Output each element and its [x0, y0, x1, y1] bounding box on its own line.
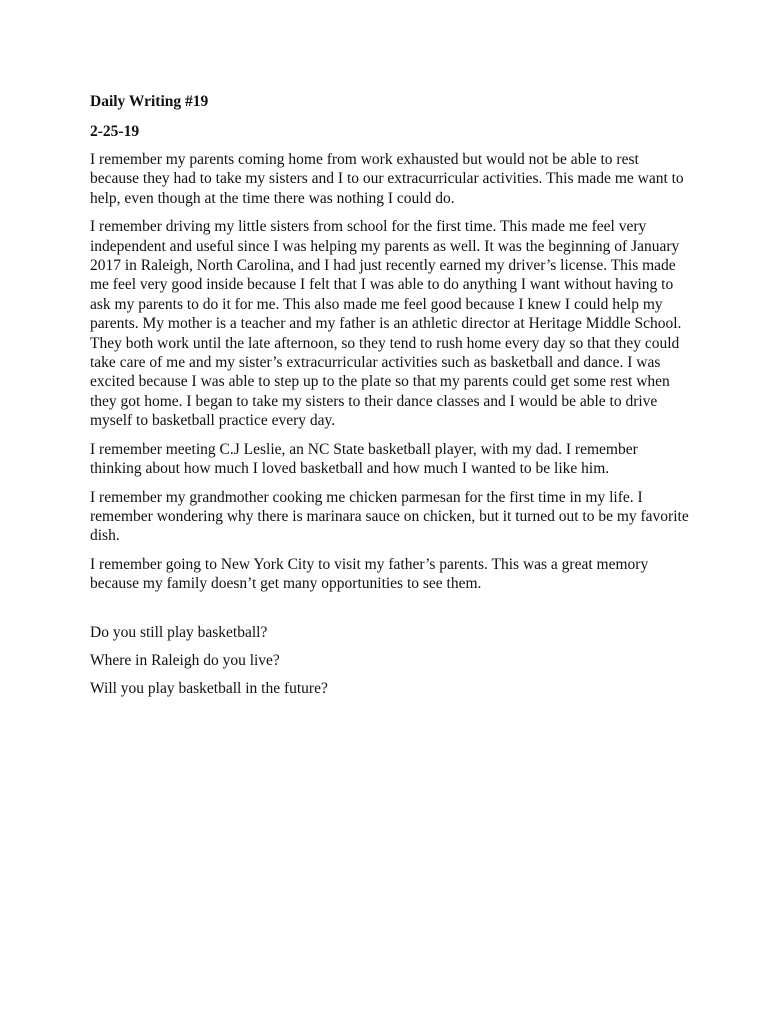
question-3: Will you play basketball in the future?	[90, 680, 328, 698]
paragraph-5: I remember going to New York City to visit my father’s parents. This was a great memory because my family doesn’t get many opportunities to see them.	[90, 555, 649, 593]
section-spacer	[90, 603, 690, 623]
question-2: Where in Raleigh do you live?	[90, 651, 280, 669]
question-1: Do you still play basketball?	[90, 623, 268, 641]
document-page	[90, 92, 690, 708]
paragraph-2: I remember driving my little sisters from school for the first time. This made me feel very independent and useful since I was helping my parents as well. It was the beginning of January 2017 in Raleigh, North Carolina, and I had just recently earned my driver’s license. This made me feel very good inside because I felt that I was able to do anything I want without having to ask my parents to do it for me. This also made me feel good because I knew I could help my parents. My mother is a teacher and my father is an athletic director at Heritage Middle School. They both work until the late afternoon, so they tend to rush home every day so that they could take care of me and my sister’s extracurricular activities such as basketball and dance. I was excited because I was able to step up to the plate so that my parents could get some rest when they got home. I began to take my sisters to their dance classes and I would be able to drive myself to basketball practice every day.	[90, 218, 682, 430]
document-title: Daily Writing #19	[90, 93, 209, 110]
paragraph-4: I remember my grandmother cooking me chicken parmesan for the first time in my life. I remember wondering why there is marinara sauce on chicken, but it turned out to be my favorite dish.	[90, 488, 689, 545]
document-date: 2-25-19	[90, 123, 140, 140]
paragraph-3: I remember meeting C.J Leslie, an NC State basketball player, with my dad. I remember thinking about how much I loved basketball and how much I wanted to be like him.	[90, 440, 638, 478]
paragraph-1: I remember my parents coming home from work exhausted but would not be able to rest because they had to take my sisters and I to our extracurricular activities. This made me want to help, even though at the time there was nothing I could do.	[90, 151, 684, 207]
